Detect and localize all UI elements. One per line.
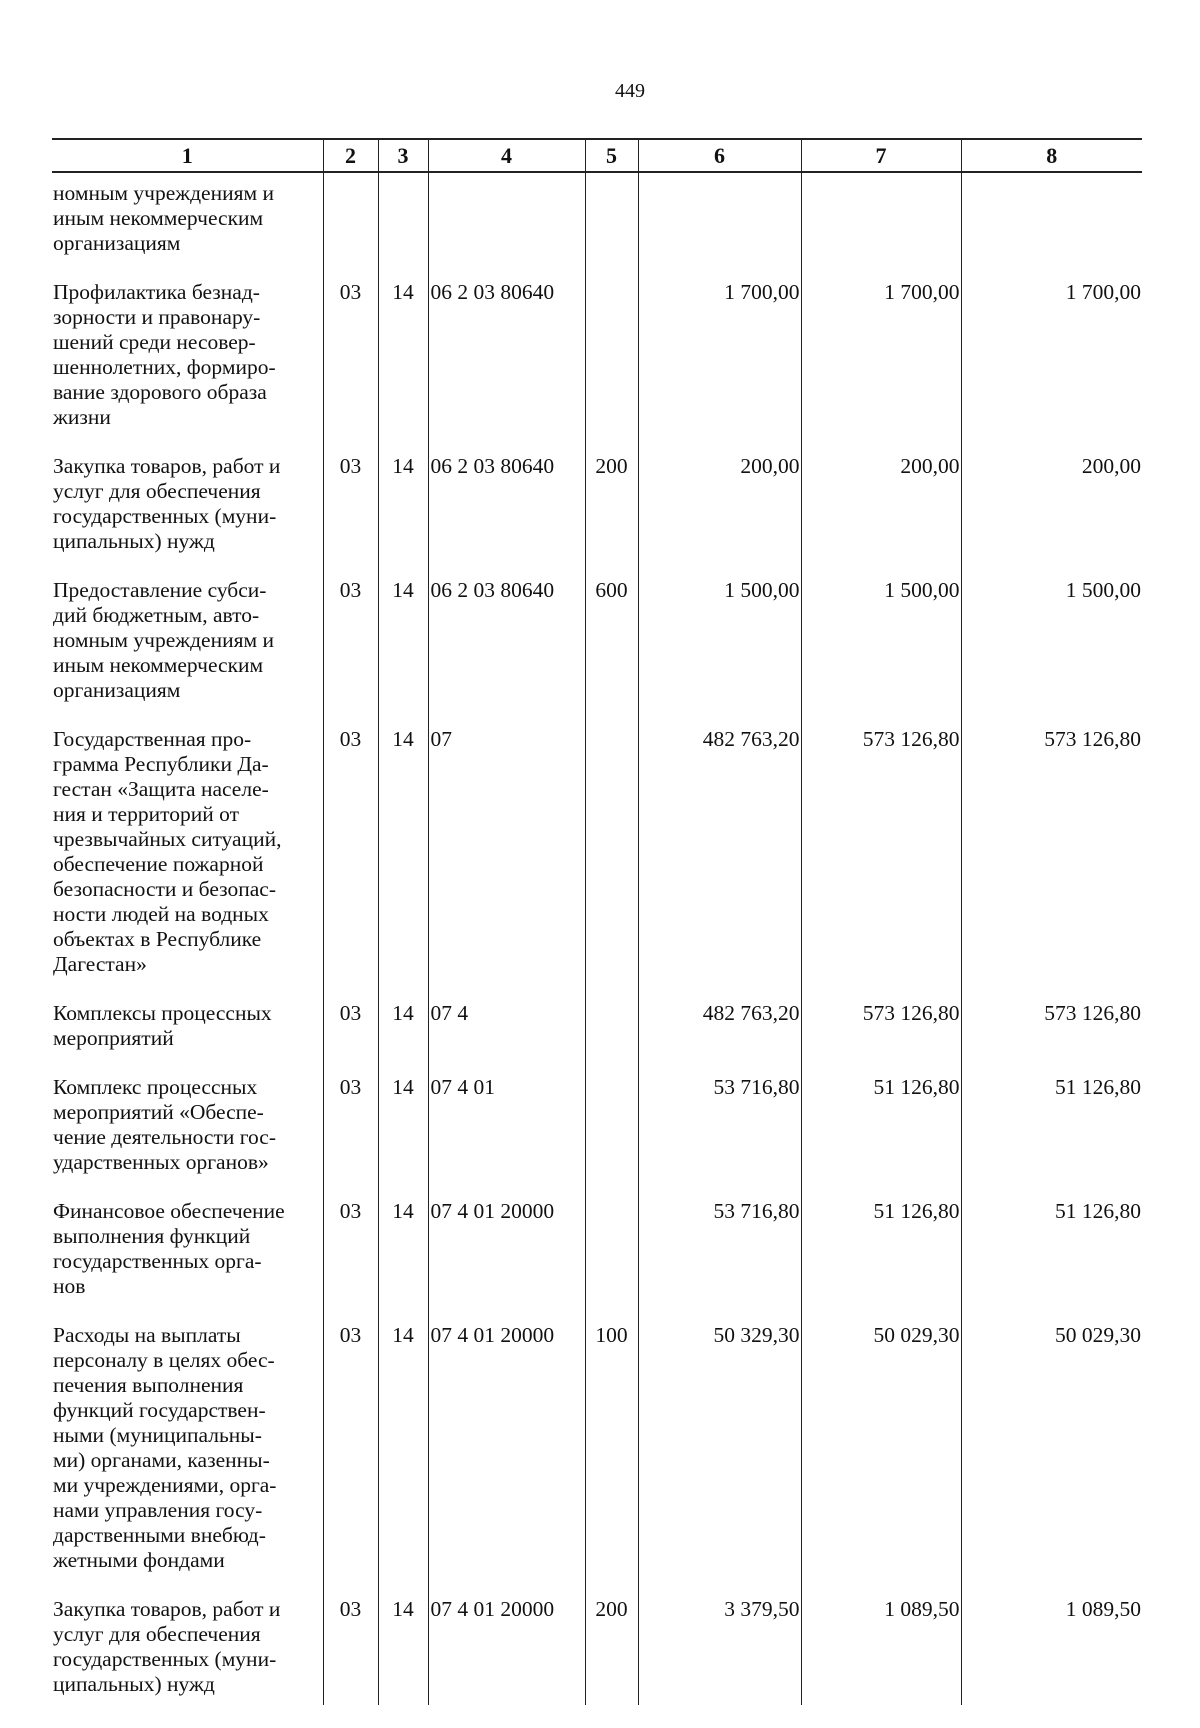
description-line: ципальных) нужд — [53, 1672, 215, 1696]
column-header-2: 2 — [323, 139, 378, 172]
amount-col7-cell: 1 700,00 — [801, 280, 961, 454]
description-line: функций государствен- — [53, 1398, 266, 1422]
table-body — [52, 172, 1142, 1705]
column-header-3: 3 — [378, 139, 428, 172]
expense-type-cell — [585, 727, 638, 1001]
amount-col8-cell: 1 089,50 — [961, 1597, 1142, 1705]
amount-col8-cell: 50 029,30 — [961, 1323, 1142, 1597]
description-line: безопасности и безопас- — [53, 877, 276, 901]
description-line: Государственная про- — [53, 727, 252, 751]
expense-type-cell: 600 — [585, 578, 638, 727]
amount-col7-cell: 1 089,50 — [801, 1597, 961, 1705]
target-article-cell: 07 4 01 20000 — [428, 1199, 585, 1323]
amount-col6-cell: 50 329,30 — [638, 1323, 801, 1597]
column-header-4: 4 — [428, 139, 585, 172]
amount-col8-cell — [961, 172, 1142, 280]
column-header-5: 5 — [585, 139, 638, 172]
description-line: дий бюджетным, авто- — [53, 603, 260, 627]
column-header-1: 1 — [52, 139, 323, 172]
target-article-cell: 06 2 03 80640 — [428, 578, 585, 727]
description-line: Профилактика безнад- — [53, 280, 260, 304]
section-code-cell — [323, 172, 378, 280]
description-line: Закупка товаров, работ и — [53, 454, 281, 478]
subsection-code-cell: 14 — [378, 727, 428, 1001]
row-description — [52, 1199, 323, 1323]
description-line: иным некоммерческим — [53, 206, 264, 230]
subsection-code-cell: 14 — [378, 454, 428, 578]
amount-col7-cell: 573 126,80 — [801, 727, 961, 1001]
target-article-cell: 07 4 — [428, 1001, 585, 1075]
expense-type-cell — [585, 172, 638, 280]
row-description — [52, 578, 323, 727]
subsection-code-cell: 14 — [378, 578, 428, 727]
description-line: Комплексы процессных — [53, 1001, 272, 1025]
amount-col8-cell: 200,00 — [961, 454, 1142, 578]
description-line: ности людей на водных — [53, 902, 269, 926]
target-article-cell — [428, 172, 585, 280]
target-article-cell: 06 2 03 80640 — [428, 454, 585, 578]
section-code-cell: 03 — [323, 1597, 378, 1705]
description-line: государственных орга- — [53, 1249, 262, 1273]
section-code-cell: 03 — [323, 280, 378, 454]
subsection-code-cell: 14 — [378, 1001, 428, 1075]
amount-col8-cell: 573 126,80 — [961, 727, 1142, 1001]
description-line: жетными фондами — [53, 1548, 225, 1572]
column-header-7: 7 — [801, 139, 961, 172]
section-code-cell: 03 — [323, 727, 378, 1001]
amount-col7-cell: 573 126,80 — [801, 1001, 961, 1075]
expense-type-cell: 200 — [585, 454, 638, 578]
description-line: Финансовое обеспечение — [53, 1199, 285, 1223]
row-description — [52, 172, 323, 280]
description-line: ми) органами, казенны- — [53, 1448, 270, 1472]
amount-col7-cell — [801, 172, 961, 280]
section-code-cell: 03 — [323, 454, 378, 578]
table-row — [52, 280, 1142, 454]
row-description — [52, 1323, 323, 1597]
description-line: вание здорового образа — [53, 380, 267, 404]
row-description — [52, 1597, 323, 1705]
description-line: объектах в Республике — [53, 927, 262, 951]
subsection-code-cell: 14 — [378, 280, 428, 454]
amount-col6-cell: 53 716,80 — [638, 1075, 801, 1199]
section-code-cell: 03 — [323, 578, 378, 727]
amount-col8-cell: 1 500,00 — [961, 578, 1142, 727]
expense-type-cell — [585, 1199, 638, 1323]
description-line: ударственных органов» — [53, 1150, 269, 1174]
table-row — [52, 1597, 1142, 1705]
amount-col7-cell: 50 029,30 — [801, 1323, 961, 1597]
amount-col6-cell: 1 500,00 — [638, 578, 801, 727]
subsection-code-cell: 14 — [378, 1199, 428, 1323]
description-line: Расходы на выплаты — [53, 1323, 241, 1347]
description-line: жизни — [53, 405, 111, 429]
subsection-code-cell: 14 — [378, 1075, 428, 1199]
expense-type-cell: 100 — [585, 1323, 638, 1597]
amount-col7-cell: 51 126,80 — [801, 1075, 961, 1199]
description-line: мероприятий — [53, 1026, 174, 1050]
amount-col6-cell: 482 763,20 — [638, 727, 801, 1001]
section-code-cell: 03 — [323, 1199, 378, 1323]
description-line: нов — [53, 1274, 86, 1298]
section-code-cell: 03 — [323, 1001, 378, 1075]
subsection-code-cell: 14 — [378, 1597, 428, 1705]
table-row — [52, 1075, 1142, 1199]
description-line: государственных (муни- — [53, 504, 277, 528]
description-line: номным учреждениям и — [53, 181, 274, 205]
description-line: мероприятий «Обеспе- — [53, 1100, 264, 1124]
row-description — [52, 1001, 323, 1075]
expense-type-cell — [585, 280, 638, 454]
description-line: шений среди несовер- — [53, 330, 256, 354]
page-number: 449 — [615, 80, 645, 102]
row-description — [52, 1075, 323, 1199]
description-line: чение деятельности гос- — [53, 1125, 277, 1149]
target-article-cell: 07 4 01 — [428, 1075, 585, 1199]
column-header-6: 6 — [638, 139, 801, 172]
target-article-cell: 07 4 01 20000 — [428, 1597, 585, 1705]
expense-type-cell: 200 — [585, 1597, 638, 1705]
table-row — [52, 1323, 1142, 1597]
budget-table — [52, 138, 1142, 1705]
description-line: персоналу в целях обес- — [53, 1348, 275, 1372]
expense-type-cell — [585, 1075, 638, 1199]
table-row — [52, 454, 1142, 578]
table-row — [52, 727, 1142, 1001]
column-header-8: 8 — [961, 139, 1142, 172]
description-line: номным учреждениям и — [53, 628, 274, 652]
amount-col6-cell: 482 763,20 — [638, 1001, 801, 1075]
description-line: шеннолетних, формиро- — [53, 355, 276, 379]
description-line: услуг для обеспечения — [53, 1622, 261, 1646]
amount-col6-cell — [638, 172, 801, 280]
description-line: Закупка товаров, работ и — [53, 1597, 281, 1621]
target-article-cell: 07 — [428, 727, 585, 1001]
table-row — [52, 172, 1142, 280]
amount-col6-cell: 53 716,80 — [638, 1199, 801, 1323]
description-line: Предоставление субси- — [53, 578, 267, 602]
description-line: организациям — [53, 678, 181, 702]
amount-col6-cell: 200,00 — [638, 454, 801, 578]
subsection-code-cell: 14 — [378, 1323, 428, 1597]
amount-col8-cell: 573 126,80 — [961, 1001, 1142, 1075]
description-line: ными (муниципальны- — [53, 1423, 262, 1447]
amount-col7-cell: 51 126,80 — [801, 1199, 961, 1323]
amount-col7-cell: 1 500,00 — [801, 578, 961, 727]
amount-col6-cell: 3 379,50 — [638, 1597, 801, 1705]
description-line: зорности и правонару- — [53, 305, 261, 329]
section-code-cell: 03 — [323, 1323, 378, 1597]
description-line: ния и территорий от — [53, 802, 239, 826]
section-code-cell: 03 — [323, 1075, 378, 1199]
description-line: печения выполнения — [53, 1373, 244, 1397]
description-line: иным некоммерческим — [53, 653, 264, 677]
row-description — [52, 454, 323, 578]
description-line: Дагестан» — [53, 952, 147, 976]
subsection-code-cell — [378, 172, 428, 280]
table-row — [52, 1199, 1142, 1323]
description-line: обеспечение пожарной — [53, 852, 264, 876]
amount-col8-cell: 1 700,00 — [961, 280, 1142, 454]
amount-col8-cell: 51 126,80 — [961, 1075, 1142, 1199]
target-article-cell: 07 4 01 20000 — [428, 1323, 585, 1597]
description-line: ми учреждениями, орга- — [53, 1473, 277, 1497]
table-row — [52, 1001, 1142, 1075]
description-line: выполнения функций — [53, 1224, 251, 1248]
description-line: ципальных) нужд — [53, 529, 215, 553]
expense-type-cell — [585, 1001, 638, 1075]
description-line: Комплекс процессных — [53, 1075, 258, 1099]
description-line: услуг для обеспечения — [53, 479, 261, 503]
description-line: гестан «Защита населе- — [53, 777, 269, 801]
amount-col7-cell: 200,00 — [801, 454, 961, 578]
row-description — [52, 280, 323, 454]
table-row — [52, 578, 1142, 727]
description-line: нами управления госу- — [53, 1498, 263, 1522]
row-description — [52, 727, 323, 1001]
amount-col8-cell: 51 126,80 — [961, 1199, 1142, 1323]
amount-col6-cell: 1 700,00 — [638, 280, 801, 454]
description-line: грамма Республики Да- — [53, 752, 269, 776]
description-line: чрезвычайных ситуаций, — [53, 827, 282, 851]
description-line: государственных (муни- — [53, 1647, 277, 1671]
header-row — [52, 139, 1142, 172]
target-article-cell: 06 2 03 80640 — [428, 280, 585, 454]
description-line: дарственными внебюд- — [53, 1523, 266, 1547]
description-line: организациям — [53, 231, 181, 255]
